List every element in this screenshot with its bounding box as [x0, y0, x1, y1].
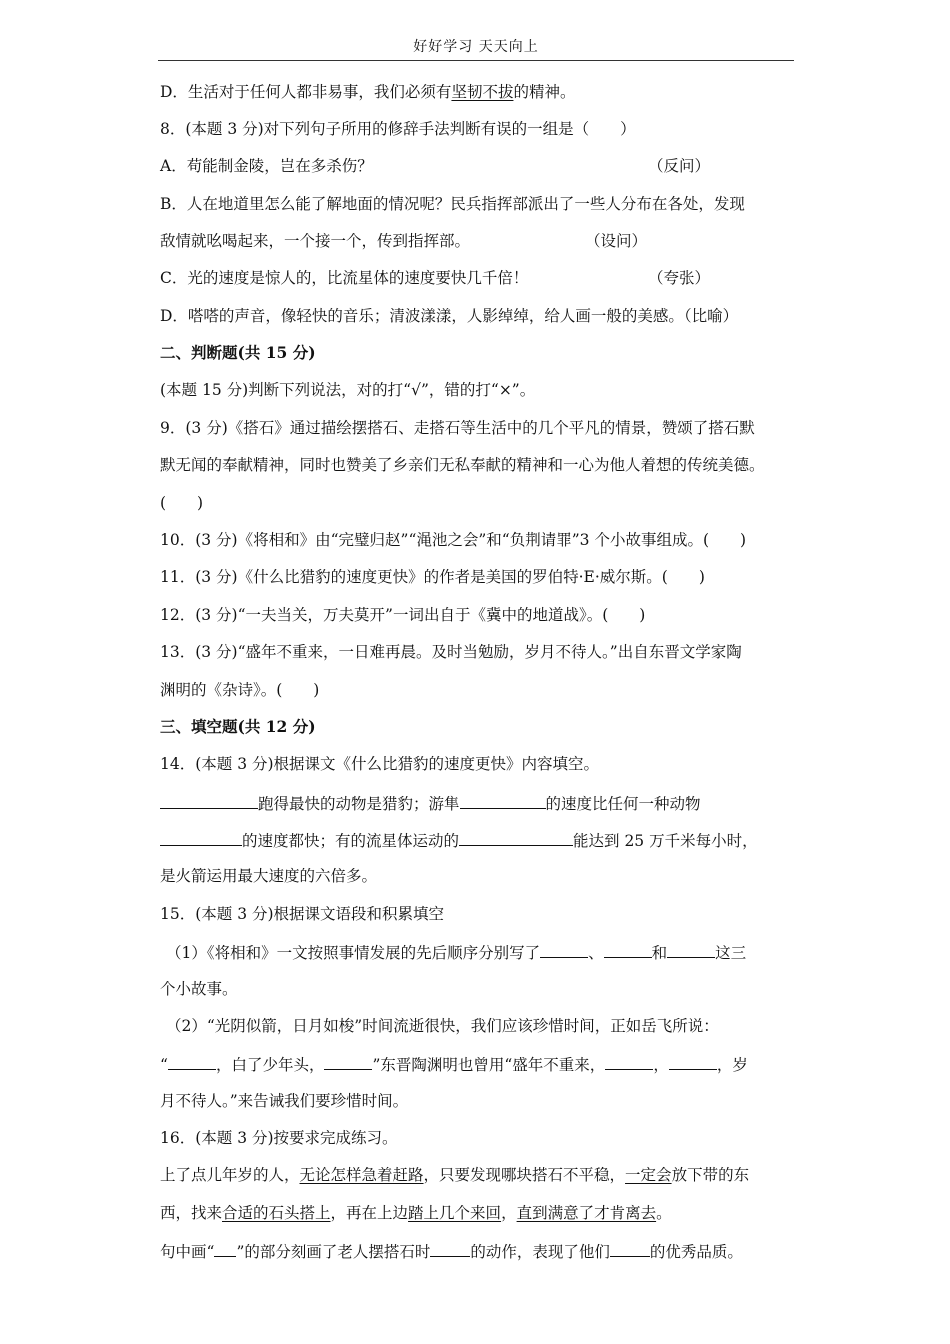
q16-underlined: 直到满意了才肯离去 — [516, 1204, 657, 1222]
q15-1-text: （1）《将相和》一文按照事情发展的先后顺序分别写了 — [166, 944, 541, 962]
fill-blank[interactable] — [667, 941, 715, 958]
q16-text: 。 — [656, 1204, 672, 1222]
fill-blank[interactable] — [604, 941, 652, 958]
section-3-title: 三、填空题(共 12 分) — [160, 717, 316, 736]
q16-passage-line2 — [160, 1203, 672, 1223]
q8a-tag: （反问） — [648, 157, 711, 175]
q14-text-4: 能达到 25 万千米每小时， — [573, 832, 758, 850]
q16-text: 上了点儿年岁的人， — [160, 1166, 300, 1184]
fill-blank[interactable] — [160, 829, 242, 846]
q14-line1 — [160, 792, 701, 814]
q16-passage-line1 — [160, 1165, 749, 1185]
q15-1-sep: 、 — [588, 944, 604, 962]
q12: 12．(3 分)“一夫当关，万夫莫开”一词出自于《冀中的地道战》。( ) — [160, 606, 646, 624]
q8c-tag: （夸张） — [648, 269, 711, 287]
q16-q-text: 的动作，表现了他们 — [470, 1243, 610, 1261]
q15-part1-line2: 个小故事。 — [160, 980, 238, 998]
q9-line2: 默无闻的奉献精神，同时也赞美了乡亲们无私奉献的精神和一心为他人着想的传统美德。 — [160, 456, 765, 474]
q13-line1: 13．(3 分)“盛年不重来，一日难再晨。及时当勉励，岁月不待人。”出自东晋文学家陶 — [160, 643, 742, 661]
q16-text: 放下带的东 — [671, 1166, 750, 1184]
q8-option-d: D．嗒嗒的声音，像轻快的音乐；清波漾漾，人影绰绰，给人画一般的美感。（比喻） — [160, 307, 739, 325]
q15-2-comma: ， — [653, 1056, 669, 1074]
q16-underlined: 一定会 — [625, 1166, 672, 1184]
header-rule — [158, 60, 794, 61]
fill-blank[interactable] — [605, 1053, 653, 1070]
q16-stem: 16．(本题 3 分)按要求完成练习。 — [160, 1129, 398, 1147]
q14-line2 — [160, 829, 758, 851]
q13-line2: 渊明的《杂诗》。( ) — [160, 681, 320, 699]
q14-text-3: 的速度都快；有的流星体运动的 — [242, 832, 460, 850]
fill-blank[interactable] — [610, 1240, 650, 1257]
q16-q-text: ”的部分刻画了老人摆搭石时 — [236, 1243, 431, 1261]
q11: 11．(3 分)《什么比猎豹的速度更快》的作者是美国的罗伯特·E·威尔斯。( ) — [160, 568, 705, 586]
q15-2-text-c: ，岁 — [716, 1056, 748, 1074]
section-2-desc: (本题 15 分)判断下列说法，对的打“√”，错的打“×”。 — [160, 381, 536, 399]
q16-q-text: 的优秀品质。 — [649, 1243, 743, 1261]
fill-blank[interactable] — [669, 1053, 717, 1070]
fill-blank[interactable] — [168, 1053, 216, 1070]
fill-blank[interactable] — [540, 941, 588, 958]
q7d-underlined-word: 坚韧不拔 — [451, 83, 514, 101]
q16-text: ， — [501, 1204, 517, 1222]
q14-text-1: 跑得最快的动物是猎豹；游隼 — [258, 795, 460, 813]
q16-underlined: 合适的石头搭上 — [222, 1204, 331, 1222]
q15-1-end: 这三 — [715, 944, 747, 962]
q16-text: ，再在上边 — [330, 1204, 409, 1222]
q7d-text: D．生活对于任何人都非易事，我们必须有 — [160, 83, 452, 101]
fill-blank[interactable] — [459, 829, 573, 846]
q16-text: 西，找来 — [160, 1204, 223, 1222]
fill-blank[interactable] — [160, 792, 258, 809]
q15-part2-line2 — [160, 1053, 748, 1075]
q8c-text: C．光的速度是惊人的，比流星体的速度要快几千倍！ — [160, 269, 529, 287]
q8a-text: A．苟能制金陵，岂在多杀伤？ — [160, 157, 373, 175]
q15-part1-line1 — [166, 941, 746, 963]
q8-stem: 8．(本题 3 分)对下列句子所用的修辞手法判断有误的一组是（ ） — [160, 120, 636, 138]
underline-sample — [214, 1240, 236, 1257]
q16-question-line — [160, 1240, 743, 1262]
q15-part2-line1: （2）“光阴似箭，日月如梭”时间流逝很快，我们应该珍惜时间，正如岳飞所说： — [166, 1017, 719, 1035]
q16-q-text: 句中画“ — [160, 1243, 215, 1261]
q15-2-text-b: ”东晋陶渊明也曾用“盛年不重来， — [372, 1056, 606, 1074]
q14-text-2: 的速度比任何一种动物 — [545, 795, 701, 813]
q8b-tag: （设问） — [585, 232, 648, 250]
quote-open: “ — [160, 1056, 168, 1074]
page-header: 好好学习 天天向上 — [413, 39, 539, 55]
q9-answer-paren: ( ) — [160, 494, 204, 512]
fill-blank[interactable] — [430, 1240, 470, 1257]
q8-option-b-line2 — [160, 231, 648, 251]
q8-option-c — [160, 268, 711, 288]
q8b-text: 敌情就吆喝起来，一个接一个，传到指挥部。 — [160, 232, 471, 250]
q9-line1: 9．(3 分)《搭石》通过描绘摆搭石、走搭石等生活中的几个平凡的情景，赞颂了搭石默 — [160, 419, 755, 437]
q14-stem: 14．(本题 3 分)根据课文《什么比猎豹的速度更快》内容填空。 — [160, 755, 600, 773]
q15-2-text-a: ，白了少年头， — [215, 1056, 325, 1074]
q15-stem: 15．(本题 3 分)根据课文语段和积累填空 — [160, 905, 445, 923]
q16-text: ，只要发现哪块搭石不平稳， — [423, 1166, 626, 1184]
fill-blank[interactable] — [460, 792, 546, 809]
q10: 10．(3 分)《将相和》由“完璧归赵”“渑池之会”和“负荆请罪”3 个小故事组成。( ) — [160, 531, 747, 549]
q16-underlined: 无论怎样急着赶路 — [299, 1166, 424, 1184]
q7-option-d — [160, 82, 575, 102]
q16-underlined: 踏上几个来回 — [408, 1204, 502, 1222]
q8-option-a — [160, 156, 711, 176]
q15-part2-line3: 月不待人。”来告诫我们要珍惜时间。 — [160, 1092, 409, 1110]
q14-line3: 是火箭运用最大速度的六倍多。 — [160, 867, 378, 885]
q15-1-and: 和 — [651, 944, 668, 962]
q8-option-b-line1: B．人在地道里怎么能了解地面的情况呢？民兵指挥部派出了一些人分布在各处，发现 — [160, 195, 745, 213]
q7d-text-end: 的精神。 — [513, 83, 576, 101]
section-2-title: 二、判断题(共 15 分) — [160, 343, 316, 362]
fill-blank[interactable] — [324, 1053, 372, 1070]
